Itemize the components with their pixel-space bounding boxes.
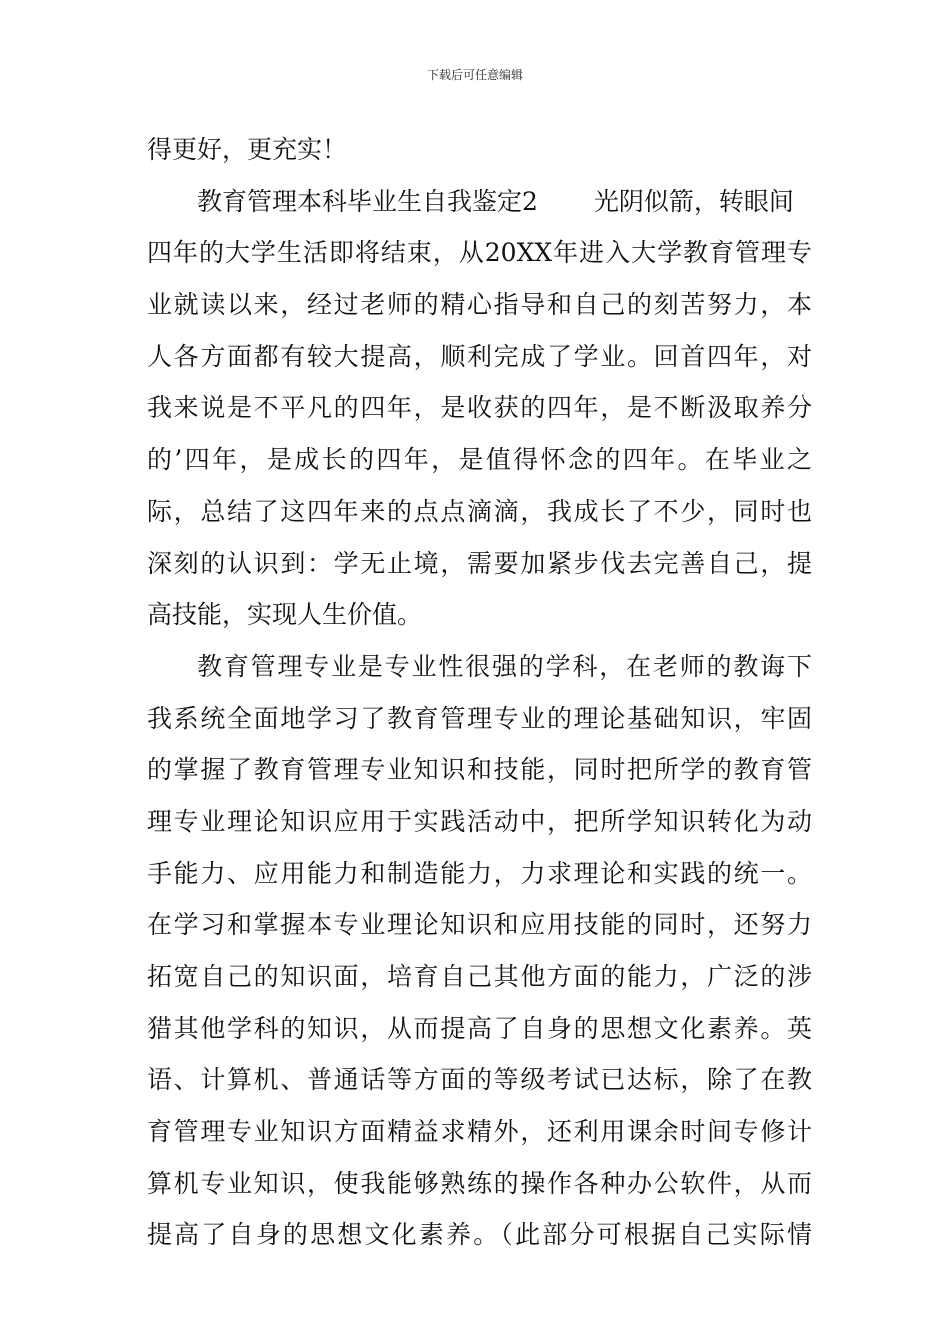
paragraph-first-line: 教育管理专业是专业性很强的学科，在老师的教诲下 <box>197 651 812 681</box>
text-line: 提高了自身的思想文化素养。（此部分可根据自己实际情 <box>147 1220 812 1250</box>
section-title-line <box>147 176 812 228</box>
text-line: 人各方面都有较大提高，顺利完成了学业。回首四年，对 <box>147 341 812 371</box>
text-line: 拓宽自己的知识面，培育自己其他方面的能力，广泛的涉 <box>147 962 812 991</box>
text-line: 手能力、应用能力和制造能力，力求理论和实践的统一。 <box>147 858 812 888</box>
text-line: 际，总结了这四年来的点点滴滴，我成长了不少，同时也 <box>147 496 812 526</box>
page-header-note: 下载后可任意编辑 <box>426 68 523 82</box>
text-fragment: 光阴似箭，转眼间 <box>593 186 794 216</box>
text-line: 的’四年，是成长的四年，是值得怀念的四年。在毕业之 <box>147 445 812 475</box>
text-line: 业就读以来，经过老师的精心指导和自己的刻苦努力，本 <box>147 290 812 320</box>
text-line: 高技能，实现人生价值。 <box>147 600 423 630</box>
text-line: 四年的大学生活即将结束，从20XX年进入大学教育管理专 <box>147 238 812 268</box>
section-title: 教育管理本科毕业生自我鉴定2 <box>197 186 538 216</box>
text-line: 我系统全面地学习了教育管理专业的理论基础知识，牢固 <box>147 703 812 733</box>
text-line: 的掌握了教育管理专业知识和技能，同时把所学的教育管 <box>147 755 812 785</box>
text-line: 得更好，更充实！ <box>147 135 348 164</box>
text-line: 算机专业知识，使我能够熟练的操作各种办公软件，从而 <box>147 1168 812 1198</box>
text-line: 语、计算机、普通话等方面的等级考试已达标，除了在教 <box>147 1065 812 1095</box>
text-line: 在学习和掌握本专业理论知识和应用技能的同时，还努力 <box>147 910 812 940</box>
text-line: 猎其他学科的知识，从而提高了自身的思想文化素养。英 <box>147 1013 812 1043</box>
text-line: 理专业理论知识应用于实践活动中，把所学知识转化为动 <box>147 806 812 836</box>
text-line: 育管理专业知识方面精益求精外，还利用课余时间专修计 <box>147 1117 812 1147</box>
document-body <box>147 124 812 1261</box>
text-line: 我来说是不平凡的四年，是收获的四年，是不断汲取养分 <box>147 393 812 423</box>
text-line: 深刻的认识到：学无止境，需要加紧步伐去完善自己，提 <box>147 548 812 578</box>
